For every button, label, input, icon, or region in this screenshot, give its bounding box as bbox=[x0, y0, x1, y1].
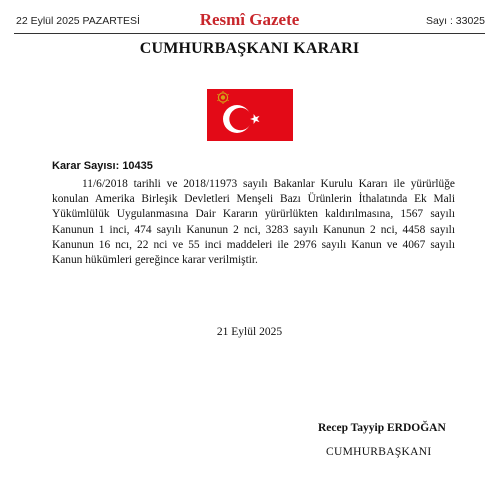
decision-heading: CUMHURBAŞKANI KARARI bbox=[139, 40, 360, 57]
header-divider bbox=[14, 33, 485, 34]
decision-body: 11/6/2018 tarihli ve 2018/11973 sayılı Bakanlar Kurulu Kararı ile yürürlüğe konulan Amerika Birleşik Devletleri Menşeli Bazı Ürünlerin İthalatında Ek Mali Yükümlülük Uygulanmasına Dair Kararın yürürlükten kaldırılmasına, 1567 sayılı Kanunun 1 inci, 474 sayılı Kanunun 2 nci, 3283 sayılı Kanunun 2 nci, 4458 sayılı Kanunun 16 ncı, 22 nci ve 55 inci maddeleri ile 2976 sayılı Kanun ve 4067 sayılı Kanun hükümleri gereğince karar verilmiştir. bbox=[52, 178, 455, 267]
signer-title: CUMHURBAŞKANI bbox=[326, 446, 432, 458]
issue-number: Sayı : 33025 bbox=[426, 15, 485, 27]
gazette-header bbox=[0, 0, 499, 36]
turkish-flag-icon bbox=[207, 89, 293, 141]
decision-date: 21 Eylül 2025 bbox=[216, 326, 283, 338]
signer-name: Recep Tayyip ERDOĞAN bbox=[318, 422, 446, 434]
flag-crescent-inner bbox=[229, 108, 251, 130]
gazette-title: Resmî Gazete bbox=[199, 10, 300, 29]
publication-date: 22 Eylül 2025 PAZARTESİ bbox=[16, 15, 140, 27]
decision-number: Karar Sayısı: 10435 bbox=[52, 160, 153, 172]
